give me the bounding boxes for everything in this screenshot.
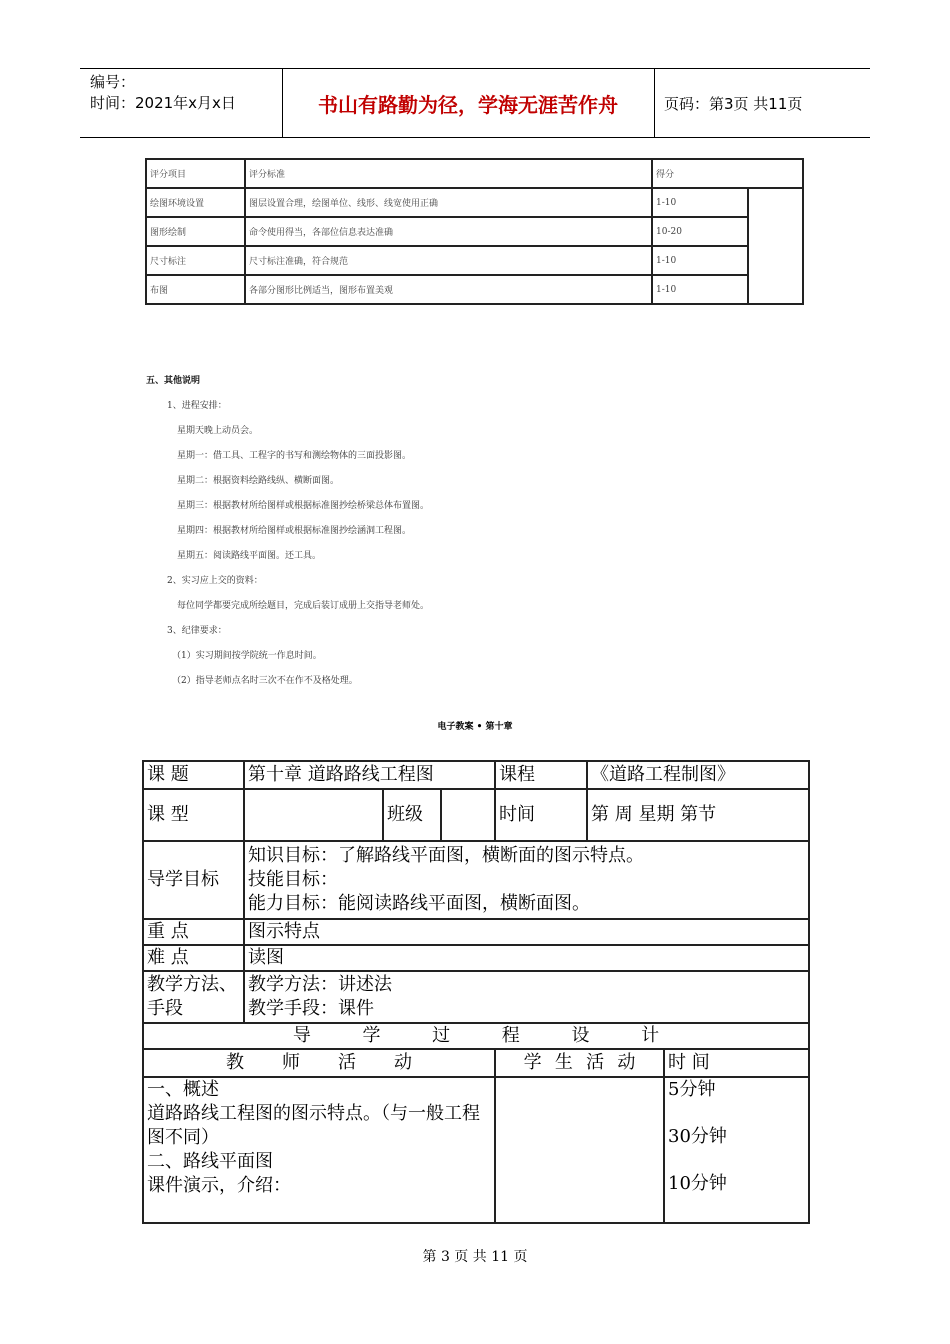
score-range: 1-10 (652, 246, 748, 275)
table-row (143, 1023, 809, 1049)
notes-line: 星期天晚上动员会。 (177, 426, 259, 436)
score-blank-cell (748, 188, 803, 304)
goal-label: 导学目标 (143, 841, 244, 919)
class-label: 班级 (383, 789, 441, 841)
student-header-char: 学 (523, 1052, 542, 1073)
topic-value: 第十章 道路路线工程图 (244, 761, 495, 789)
table-row (146, 275, 803, 304)
method-content (244, 971, 809, 1023)
table-row (146, 188, 803, 217)
time-label: 时间 (495, 789, 587, 841)
table-row (143, 945, 809, 971)
type-label: 课 型 (143, 789, 244, 841)
lesson-plan-table (142, 760, 810, 1224)
score-standard: 各部分图形比例适当，图形布置美观 (245, 275, 652, 304)
time-value: 第 周 星期 第节 (587, 789, 809, 841)
score-header-standard: 评分标准 (245, 159, 652, 188)
design-title-char: 过 (432, 1025, 451, 1046)
course-label: 课程 (495, 761, 587, 789)
goal-skill: 技能目标： (248, 869, 338, 890)
design-title-char: 设 (571, 1025, 590, 1046)
teacher-line: 课件演示，介绍： (147, 1175, 291, 1196)
teacher-activity-content (143, 1077, 495, 1223)
score-table-header (146, 159, 803, 188)
notes-line: （2）指导老师点名时三次不在作不及格处理。 (172, 676, 358, 686)
table-row (143, 761, 809, 789)
score-standard: 命令使用得当，各部位信息表达准确 (245, 217, 652, 246)
table-row (143, 841, 809, 919)
teacher-header-char: 师 (282, 1052, 300, 1073)
teacher-line: 一、概述 (147, 1079, 219, 1100)
duration-value: 30分钟 (668, 1126, 727, 1147)
score-item: 图形绘制 (146, 217, 245, 246)
score-range: 1-10 (652, 188, 748, 217)
notes-line: 每位同学都要完成所绘题目，完成后装订成册上交指导老师处。 (177, 601, 430, 611)
notes-line: 星期一：借工具、工程字的书写和测绘物体的三面投影图。 (177, 451, 412, 461)
table-row (143, 1049, 809, 1077)
teacher-header-char: 教 (226, 1052, 244, 1073)
goal-knowledge: 知识目标：了解路线平面图，横断面的图示特点。 (248, 845, 644, 866)
score-range: 1-10 (652, 275, 748, 304)
teacher-line: 道路路线工程图的图示特点。（与一般工程图不同） (147, 1103, 480, 1148)
score-item: 绘图环境设置 (146, 188, 245, 217)
score-header-item: 评分项目 (146, 159, 245, 188)
student-header-char: 活 (586, 1052, 605, 1073)
score-standard: 尺寸标注准确，符合规范 (245, 246, 652, 275)
difficulty-value: 读图 (244, 945, 809, 971)
score-item: 布图 (146, 275, 245, 304)
notes-title: 五、其他说明 (146, 376, 201, 386)
date-line: 时间：2021年x月x日 (90, 94, 236, 112)
goal-content (244, 841, 809, 919)
page-header (80, 68, 870, 138)
duration-value: 10分钟 (668, 1173, 727, 1194)
goal-ability: 能力目标：能阅读路线平面图，横断面图。 (248, 893, 590, 914)
table-row (143, 1077, 809, 1223)
table-row (146, 246, 803, 275)
method-value: 教学方法：讲述法 (248, 974, 392, 995)
design-title-char: 程 (501, 1025, 520, 1046)
table-row (143, 919, 809, 945)
class-value (441, 789, 495, 841)
notes-line: 2、实习应上交的资料： (167, 576, 263, 586)
student-header-char: 动 (617, 1052, 636, 1073)
lesson-caption: 电子教案 • 第十章 (437, 722, 513, 732)
duration-value: 5分钟 (668, 1079, 716, 1100)
teacher-header-char: 活 (338, 1052, 356, 1073)
student-header-char: 生 (554, 1052, 573, 1073)
means-value: 教学手段：课件 (248, 998, 374, 1019)
teacher-line: 二、路线平面图 (147, 1151, 273, 1172)
key-value: 图示特点 (244, 919, 809, 945)
score-table (145, 158, 804, 305)
table-row (146, 217, 803, 246)
score-range: 10-20 (652, 217, 748, 246)
notes-line: （1）实习期间按学院统一作息时间。 (172, 651, 322, 661)
notes-line: 星期三：根据教材所给图样或根据标准图抄绘桥梁总体布置图。 (177, 501, 430, 511)
duration-content (664, 1077, 809, 1223)
notes-line: 星期五：阅读路线平面图。还工具。 (177, 551, 322, 561)
teacher-header-char: 动 (394, 1052, 412, 1073)
header-meta (90, 72, 236, 114)
header-motto: 书山有路勤为径，学海无涯苦作舟 (318, 93, 618, 117)
design-title (143, 1023, 809, 1049)
table-row (143, 789, 809, 841)
header-page-info: 页码：第3页 共11页 (664, 95, 803, 113)
key-label: 重 点 (143, 919, 244, 945)
score-standard: 图层设置合理，绘图单位、线形、线宽使用正确 (245, 188, 652, 217)
student-activity-content (495, 1077, 664, 1223)
design-title-char: 学 (362, 1025, 381, 1046)
course-value: 《道路工程制图》 (587, 761, 809, 789)
topic-label: 课 题 (143, 761, 244, 789)
table-row (143, 971, 809, 1023)
score-header-score: 得分 (652, 159, 803, 188)
difficulty-label: 难 点 (143, 945, 244, 971)
teacher-activity-header (143, 1049, 495, 1077)
notes-line: 星期二：根据资料绘路线纵、横断面图。 (177, 476, 340, 486)
notes-line: 3、纪律要求： (167, 626, 227, 636)
number-label: 编号： (90, 73, 136, 91)
score-item: 尺寸标注 (146, 246, 245, 275)
type-value (244, 789, 383, 841)
header-divider (654, 69, 655, 137)
design-title-char: 计 (641, 1025, 660, 1046)
duration-header: 时 间 (664, 1049, 809, 1077)
page-footer: 第 3 页 共 11 页 (422, 1249, 528, 1265)
notes-line: 1、进程安排： (167, 401, 227, 411)
design-title-char: 导 (292, 1025, 311, 1046)
student-activity-header (495, 1049, 664, 1077)
notes-line: 星期四：根据教材所给图样或根据标准图抄绘涵洞工程图。 (177, 526, 412, 536)
method-label: 教学方法、手段 (143, 971, 244, 1023)
